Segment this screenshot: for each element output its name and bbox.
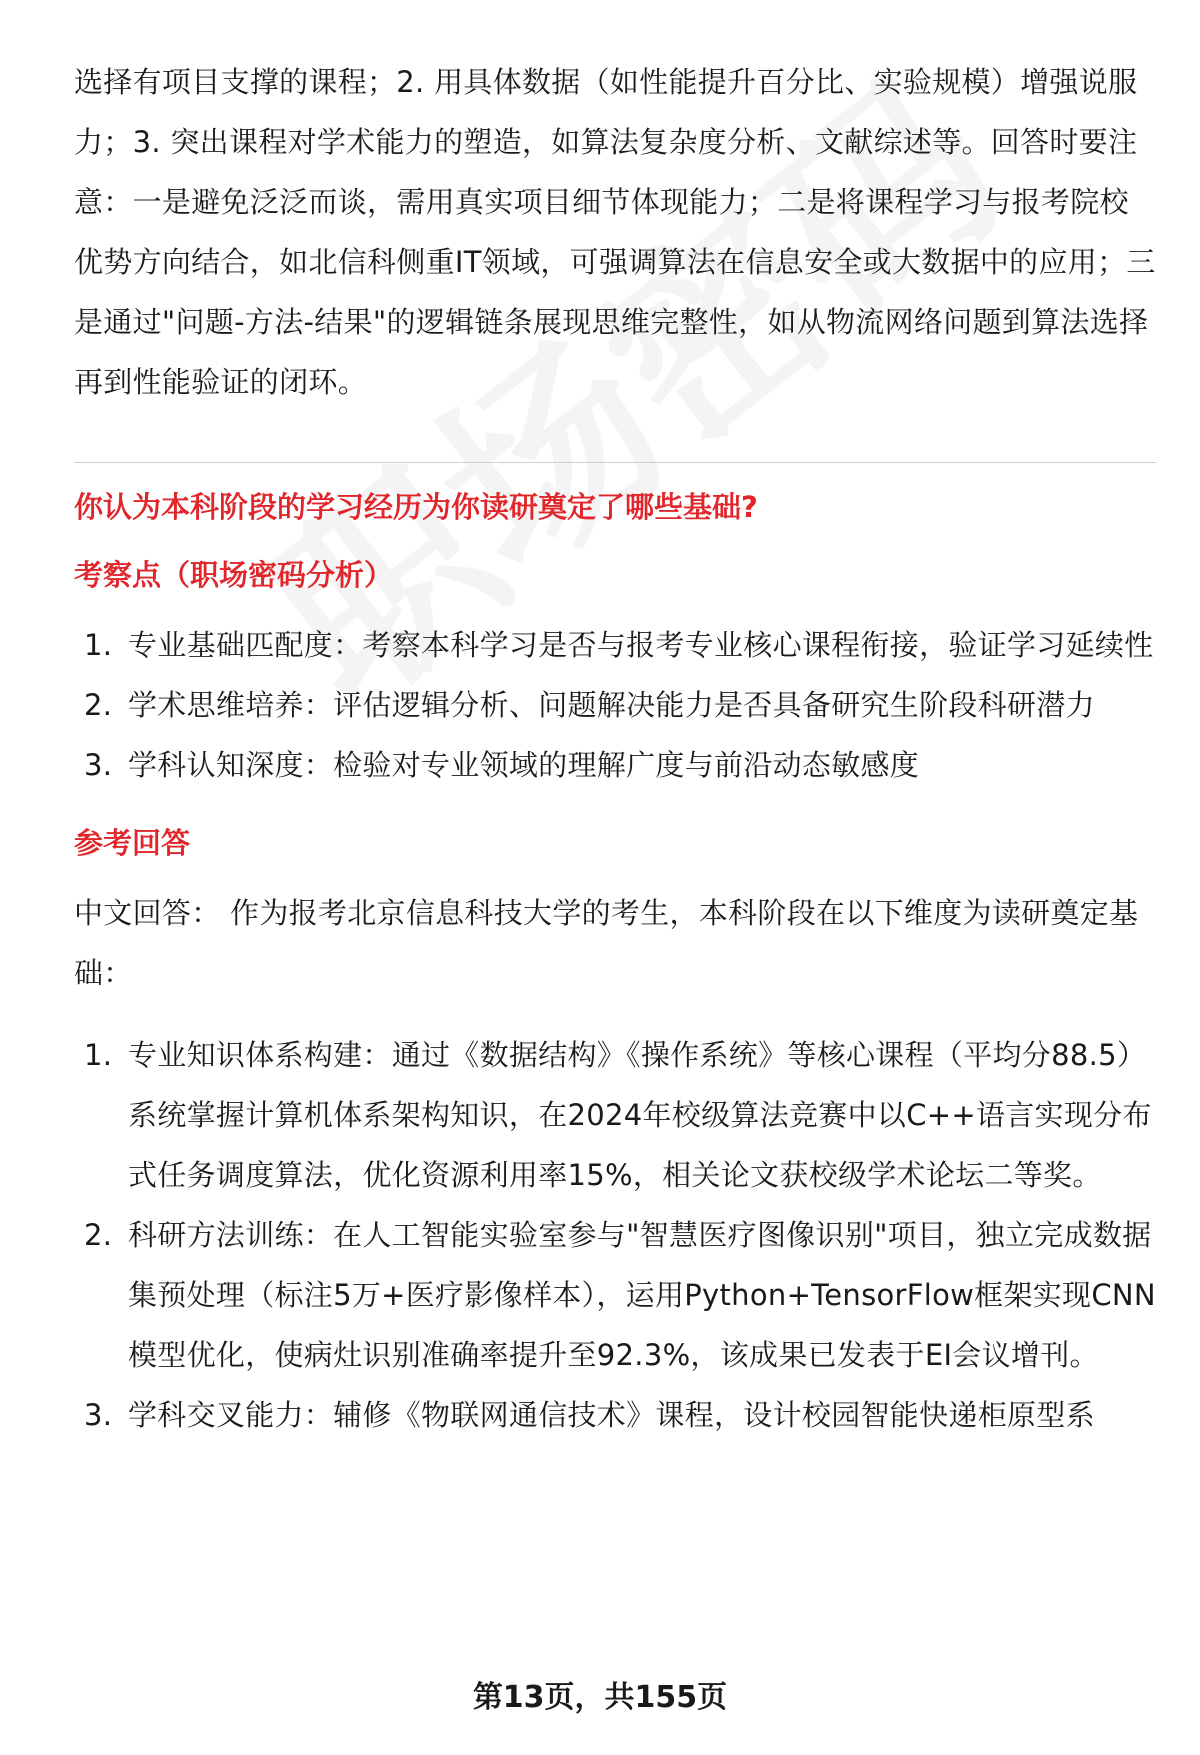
list-text: 专业基础匹配度：考察本科学习是否与报考专业核心课程衔接，验证学习延续性 — [128, 628, 1154, 662]
section-divider — [74, 462, 1156, 463]
list-item — [74, 1205, 1156, 1385]
answer-intro: 中文回答： 作为报考北京信息科技大学的考生，本科阶段在以下维度为读研奠定基础： — [74, 896, 1139, 990]
intro-paragraph: 选择有项目支撑的课程；2. 用具体数据（如性能提升百分比、实验规模）增强说服力；3. 突出课程对学术能力的塑造，如算法复杂度分析、文献综述等。回答时要注意：一是避免泛泛而谈，需用真实项目细节体现能力；二是将课程学习与报考院校优势方向结合，如北信科侧重IT领域，可强调算法在信息安全或大数据中的应用；三是通过"问题-方法-结果"的逻辑链条展现思维完整性，如从物流网络问题到算法选择再到性能验证的闭环。 — [74, 65, 1156, 399]
list-number: 3. — [84, 748, 113, 782]
list-text: 专业知识体系构建：通过《数据结构》《操作系统》等核心课程（平均分88.5）系统掌握计算机体系架构知识，在2024年校级算法竞赛中以C++语言实现分布式任务调度算法，优化资源利用率15%，相关论文获校级学术论坛二等奖。 — [128, 1038, 1152, 1192]
list-text: 学科认知深度：检验对专业领域的理解广度与前沿动态敏感度 — [128, 748, 920, 782]
list-number: 1. — [84, 1038, 113, 1072]
list-number: 2. — [84, 1218, 113, 1252]
list-item — [74, 1025, 1156, 1205]
focus-list — [74, 615, 1156, 795]
list-text: 学科交叉能力：辅修《物联网通信技术》课程，设计校园智能快递柜原型系 — [128, 1398, 1095, 1432]
answer-list — [74, 1025, 1156, 1445]
list-number: 2. — [84, 688, 113, 722]
list-number: 3. — [84, 1398, 113, 1432]
list-item — [74, 675, 1156, 735]
list-number: 1. — [84, 628, 113, 662]
list-item — [74, 735, 1156, 795]
list-item — [74, 615, 1156, 675]
list-item — [74, 1385, 1156, 1445]
answer-heading: 参考回答 — [74, 826, 191, 860]
page-footer: 第13页，共155页 — [472, 1680, 728, 1715]
list-text: 学术思维培养：评估逻辑分析、问题解决能力是否具备研究生阶段科研潜力 — [128, 688, 1095, 722]
document-page — [74, 52, 1156, 1445]
focus-heading: 考察点（职场密码分析） — [74, 558, 394, 592]
list-text: 科研方法训练：在人工智能实验室参与"智慧医疗图像识别"项目，独立完成数据集预处理（标注5万+医疗影像样本），运用Python+TensorFlow框架实现CNN模型优化，使病灶识别准确率提升至92.3%，该成果已发表于EI会议增刊。 — [128, 1218, 1156, 1372]
question-heading: 你认为本科阶段的学习经历为你读研奠定了哪些基础? — [74, 490, 758, 524]
